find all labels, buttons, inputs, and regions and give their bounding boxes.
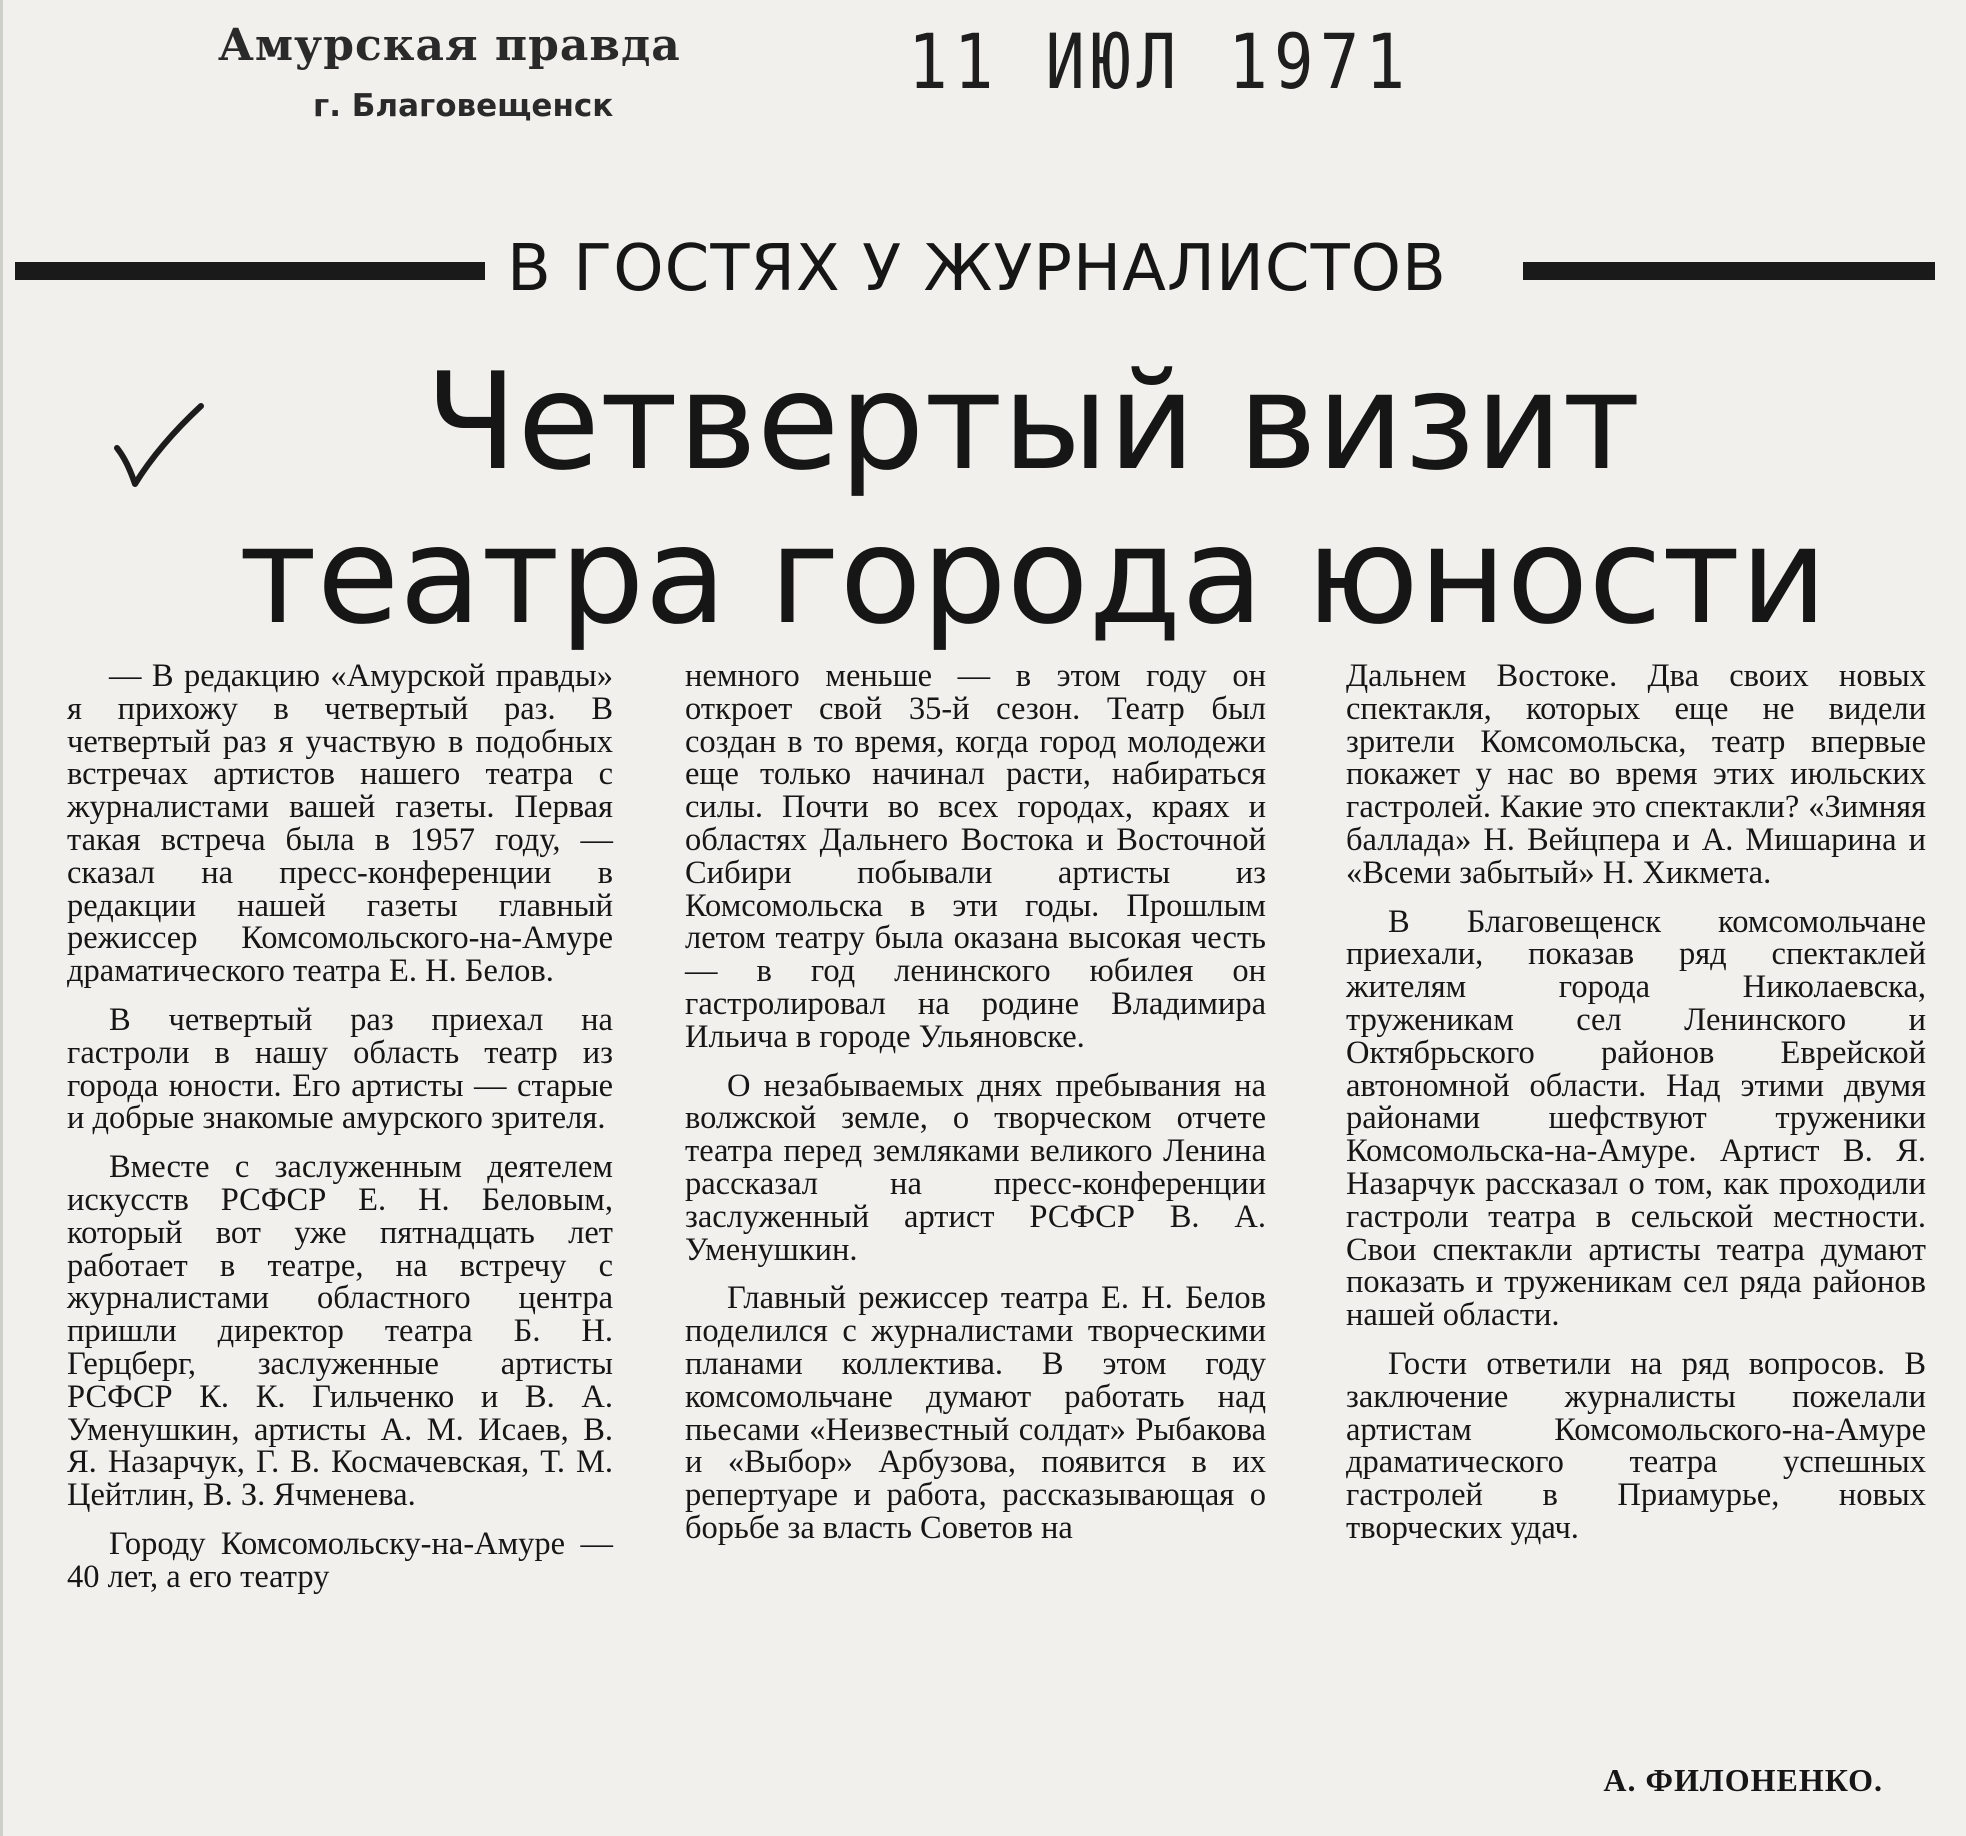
paragraph: В четвертый раз приехал на гастроли в нашу область театр из города юности. Его артисты — старые и добрые знакомые амурского зрителя. <box>67 1001 613 1137</box>
article-column-1 <box>67 660 613 1610</box>
paragraph: немного меньше — в этом году он откроет свой 35-й сезон. Театр был создан в то время, когда город молодежи еще только начинал расти, набираться силы. Почти во всех городах, краях и областях Дальнего Востока и Восточной Сибири побывали артисты из Комсомольска в эти годы. Прошлым летом театру была оказана высокая честь — в год ленинского юбилея он гастролировал на родине Владимира Ильича в городе Ульяновске. <box>685 658 1266 1055</box>
paragraph: — В редакцию «Амурской правды» я прихожу в четвертый раз. В четвертый раз я участвую в подобных встречах артистов нашего театра с журналистами вашей газеты. Первая такая встреча была в 1957 году, — сказал на пресс-конференции в редакции нашей газеты главный режиссер Комсомольского-на-Амуре драматического театра Е. Н. Белов. <box>67 658 613 990</box>
date-stamp: 11 ИЮЛ 1971 <box>908 18 1412 107</box>
newspaper-name: Амурская правда <box>218 20 681 71</box>
paragraph: О незабываемых днях пребывания на волжской земле, о творческом отчете театра перед земляками великого Ленина рассказал на пресс-конференции заслуженный артист РСФСР В. А. Уменушкин. <box>685 1067 1266 1268</box>
newspaper-city: г. Благовещенск <box>313 88 614 124</box>
paragraph: Городу Комсомольску-на-Амуре — 40 лет, а его театру <box>67 1525 613 1595</box>
article-column-3 <box>1346 660 1926 1561</box>
paragraph: Вместе с заслуженным деятелем искусств РСФСР Е. Н. Беловым, который вот уже пятнадцать лет работает в театре, на встречу с журналистами областного центра пришли директор театра Б. Н. Герцберг, заслуженные артисты РСФСР К. К. Гильченко и В. А. Уменушкин, артисты А. М. Исаев, В. Я. Назарчук, Г. В. Космачевская, Т. М. Цейтлин, В. З. Ячменева. <box>67 1149 613 1514</box>
headline-line-2: театра города юности <box>238 498 1828 654</box>
rubric-bar-left <box>15 262 485 280</box>
author-signature: А. ФИЛОНЕНКО. <box>1603 1762 1883 1798</box>
article-headline <box>183 345 1883 653</box>
article-column-2 <box>685 660 1266 1561</box>
paragraph: В Благовещенск комсомольчане приехали, показав ряд спектаклей жителям города Николаевска, труженикам сел Ленинского и Октябрьского районов Еврейской автономной области. Над этими двумя районами шефствуют труженики Комсомольска-на-Амуре. Артист В. Я. Назарчук рассказал о том, как проходили гастроли театра в сельской местности. Свои спектакли артисты театра думают показать и труженикам сел ряда районов нашей области. <box>1346 903 1926 1334</box>
headline-line-1: Четвертый визит <box>425 344 1641 500</box>
rubric-title: В ГОСТЯХ У ЖУРНАЛИСТОВ <box>507 232 1447 306</box>
paragraph: Главный режиссер театра Е. Н. Белов поделился с журналистами творческими планами коллектива. В этом году комсомольчане думают работать над пьесами «Неизвестный солдат» Рыбакова и «Выбор» Арбузова, появится в их репертуаре и работа, рассказывающая о борьбе за власть Советов на <box>685 1280 1266 1546</box>
paragraph: Гости ответили на ряд вопросов. В заключение журналисты пожелали артистам Комсомольского-на-Амуре драматического театра успешных гастролей в Приамурье, новых творческих удач. <box>1346 1345 1926 1546</box>
rubric-bar-right <box>1523 262 1935 280</box>
paragraph: Дальнем Востоке. Два своих новых спектакля, которых еще не видели зрители Комсомольска, театр впервые покажет у нас во время этих июльских гастролей. Какие это спектакли? «Зимняя баллада» Н. Вейцпера и А. Мишарина и «Всеми забытый» Н. Хикмета. <box>1346 658 1926 891</box>
rubric-banner <box>15 232 1935 312</box>
